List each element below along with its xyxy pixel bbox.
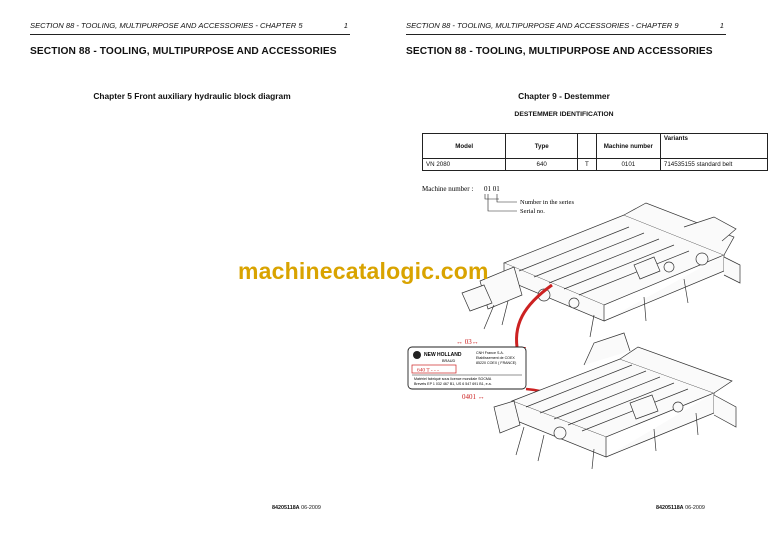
page-footer bbox=[272, 505, 321, 511]
section-title: SECTION 88 - TOOLING, MULTIPURPOSE AND ACCESSORIES bbox=[406, 46, 713, 57]
plate-type-field: 640 T - - - bbox=[417, 367, 439, 374]
footer-date: 06-2009 bbox=[301, 505, 321, 511]
plate-company-line2: Etablissement de COEX bbox=[476, 356, 515, 360]
machine-number-value: 01 01 bbox=[484, 185, 500, 193]
machine-number-callout-lines bbox=[485, 194, 517, 211]
machine-number-label: Machine number : bbox=[422, 185, 474, 193]
identification-table bbox=[422, 133, 768, 171]
destemmer-upper-illustration bbox=[462, 203, 740, 337]
cell-machine-number: 0101 bbox=[596, 159, 660, 171]
destemmer-figure bbox=[384, 175, 768, 475]
cell-t: T bbox=[578, 159, 597, 171]
table-header-row bbox=[423, 134, 768, 159]
plate-brand: NEW HOLLAND bbox=[424, 352, 462, 358]
footer-code: 84205118A bbox=[656, 505, 684, 511]
watermark: machinecatalogic.com bbox=[238, 258, 489, 284]
cell-type: 640 bbox=[506, 159, 578, 171]
footer-code: 84205118A bbox=[272, 505, 300, 511]
header-machine-number: Machine number bbox=[596, 134, 660, 159]
chapter-title: Chapter 5 Front auxiliary hydraulic block diagram bbox=[93, 91, 291, 101]
callout-serial: Serial no. bbox=[520, 208, 545, 215]
header-blank bbox=[578, 134, 597, 159]
header-variants: Variants bbox=[660, 134, 767, 159]
running-header-text: SECTION 88 - TOOLING, MULTIPURPOSE AND ACCESSORIES - CHAPTER 9 bbox=[406, 21, 679, 30]
plate-marker-top: ↔ 03↔ bbox=[456, 338, 479, 346]
running-header-text: SECTION 88 - TOOLING, MULTIPURPOSE AND ACCESSORIES - CHAPTER 5 bbox=[30, 21, 303, 30]
callout-series: Number in the series bbox=[520, 199, 574, 206]
new-holland-logo-icon bbox=[413, 351, 421, 359]
cell-model: VN 2080 bbox=[423, 159, 506, 171]
section-title: SECTION 88 - TOOLING, MULTIPURPOSE AND ACCESSORIES bbox=[30, 46, 337, 57]
identification-plate bbox=[408, 347, 526, 389]
page-number: 1 bbox=[343, 21, 348, 30]
page-footer bbox=[656, 505, 705, 511]
footer-date: 06-2009 bbox=[685, 505, 705, 511]
header-type: Type bbox=[506, 134, 578, 159]
subheading: DESTEMMER IDENTIFICATION bbox=[514, 111, 614, 118]
chapter-title: Chapter 9 - Destemmer bbox=[518, 91, 610, 101]
destemmer-lower-illustration bbox=[494, 333, 736, 469]
table-row bbox=[423, 159, 768, 171]
running-header bbox=[406, 20, 726, 35]
plate-sub-brand: BRAUD bbox=[442, 359, 456, 363]
header-model: Model bbox=[423, 134, 506, 159]
plate-marker-bottom: 0401 ↔ bbox=[462, 393, 485, 401]
cell-variants: 714535155 standard belt bbox=[660, 159, 767, 171]
plate-legal-line1: Matériel fabriqué sous licence mondiale SOCMA bbox=[414, 377, 492, 381]
plate-company-line3: 85220 COEX ( FRANCE) bbox=[476, 361, 517, 365]
page-number: 1 bbox=[719, 21, 724, 30]
running-header bbox=[30, 20, 350, 35]
plate-company-line1: CNH France S.A. bbox=[476, 351, 504, 355]
plate-legal-line2: Brevets EP 1 032 467 B1, US 6 547 691 B1, e.a. bbox=[414, 382, 492, 386]
